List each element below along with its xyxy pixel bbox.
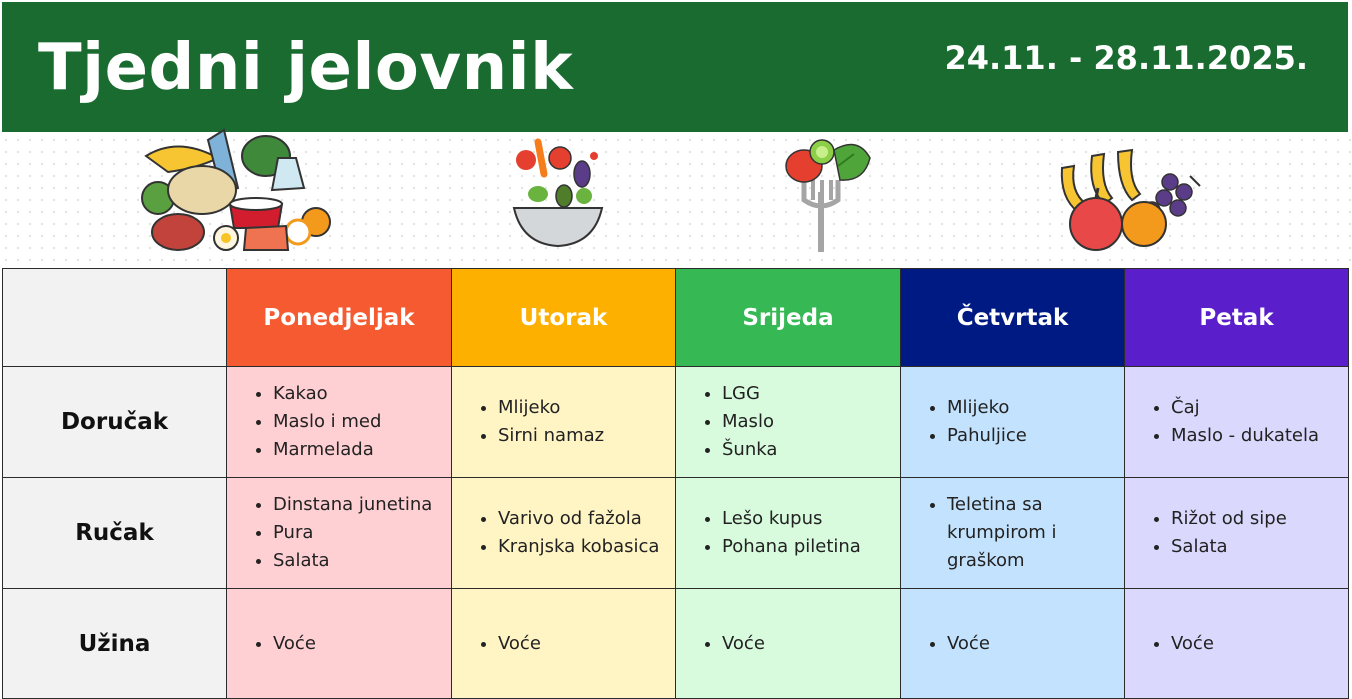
- table-corner: [3, 269, 227, 367]
- dish-list: [1125, 630, 1348, 658]
- menu-cell: [227, 367, 452, 478]
- header-banner: [2, 2, 1348, 132]
- menu-cell: [227, 589, 452, 699]
- dish-list: [901, 491, 1124, 575]
- salad-bowl-icon: [508, 134, 608, 250]
- dish-list: [901, 630, 1124, 658]
- dish-item: • Maslo: [722, 408, 900, 436]
- dish-item: • Teletina sa krumpirom i graškom: [947, 491, 1084, 575]
- menu-cell: [901, 478, 1125, 589]
- dish-item: • Lešo kupus: [722, 505, 900, 533]
- dish-list: [1125, 394, 1348, 450]
- dish-item: • Voće: [722, 630, 900, 658]
- menu-cell: [901, 589, 1125, 699]
- menu-cell: [452, 589, 676, 699]
- dish-list: [227, 380, 451, 464]
- dish-item: • Kranjska kobasica: [498, 533, 675, 561]
- meal-label-lunch: Ručak: [3, 478, 227, 589]
- menu-cell: [1125, 367, 1349, 478]
- dish-item: • Voće: [273, 630, 451, 658]
- day-header-thursday: Četvrtak: [901, 269, 1125, 367]
- dish-list: [676, 505, 900, 561]
- day-header-friday: Petak: [1125, 269, 1349, 367]
- dish-item: • Rižot od sipe: [1171, 505, 1348, 533]
- day-header-tuesday: Utorak: [452, 269, 676, 367]
- meal-row-breakfast: [3, 367, 1349, 478]
- dish-list: [452, 630, 675, 658]
- day-header-monday: Ponedjeljak: [227, 269, 452, 367]
- menu-cell: [676, 589, 901, 699]
- dish-list: [452, 505, 675, 561]
- day-header-wednesday: Srijeda: [676, 269, 901, 367]
- date-range: 24.11. - 28.11.2025.: [944, 39, 1308, 77]
- meal-label-snack: Užina: [3, 589, 227, 699]
- dish-item: • Dinstana junetina: [273, 491, 451, 519]
- dish-list: [901, 394, 1124, 450]
- menu-cell: [452, 478, 676, 589]
- dish-list: [227, 491, 451, 575]
- fruit-basket-icon: [1052, 148, 1202, 252]
- dish-item: • Pahuljice: [947, 422, 1124, 450]
- dish-item: • Marmelada: [273, 436, 451, 464]
- meal-label-breakfast: Doručak: [3, 367, 227, 478]
- dish-item: • Salata: [1171, 533, 1348, 561]
- menu-cell: [227, 478, 452, 589]
- day-header-row: [3, 269, 1349, 367]
- meal-row-lunch: [3, 478, 1349, 589]
- dish-list: [452, 394, 675, 450]
- dish-item: • Pura: [273, 519, 451, 547]
- dish-list: [676, 380, 900, 464]
- menu-cell: [452, 367, 676, 478]
- menu-cell: [901, 367, 1125, 478]
- dish-item: • Maslo - dukatela: [1171, 422, 1348, 450]
- menu-cell: [1125, 589, 1349, 699]
- menu-table: [2, 268, 1349, 699]
- menu-cell: [1125, 478, 1349, 589]
- dish-item: • Kakao: [273, 380, 451, 408]
- dish-item: • Mlijeko: [947, 394, 1124, 422]
- meal-row-snack: [3, 589, 1349, 699]
- dish-item: • Šunka: [722, 436, 900, 464]
- dish-item: • Mlijeko: [498, 394, 675, 422]
- menu-cell: [676, 367, 901, 478]
- dish-list: [676, 630, 900, 658]
- dish-item: • Voće: [498, 630, 675, 658]
- dish-item: • Maslo i med: [273, 408, 451, 436]
- dish-item: • Voće: [1171, 630, 1348, 658]
- dish-list: [227, 630, 451, 658]
- dish-item: • LGG: [722, 380, 900, 408]
- groceries-icon: [138, 128, 336, 256]
- dish-list: [1125, 505, 1348, 561]
- dish-item: • Voće: [947, 630, 1124, 658]
- page-title: Tjedni jelovnik: [38, 31, 574, 105]
- dish-item: • Sirni namaz: [498, 422, 675, 450]
- dish-item: • Salata: [273, 547, 451, 575]
- vegetables-fork-icon: [782, 136, 874, 254]
- dish-item: • Čaj: [1171, 394, 1348, 422]
- menu-cell: [676, 478, 901, 589]
- dish-item: • Varivo od fažola: [498, 505, 675, 533]
- dish-item: • Pohana piletina: [722, 533, 900, 561]
